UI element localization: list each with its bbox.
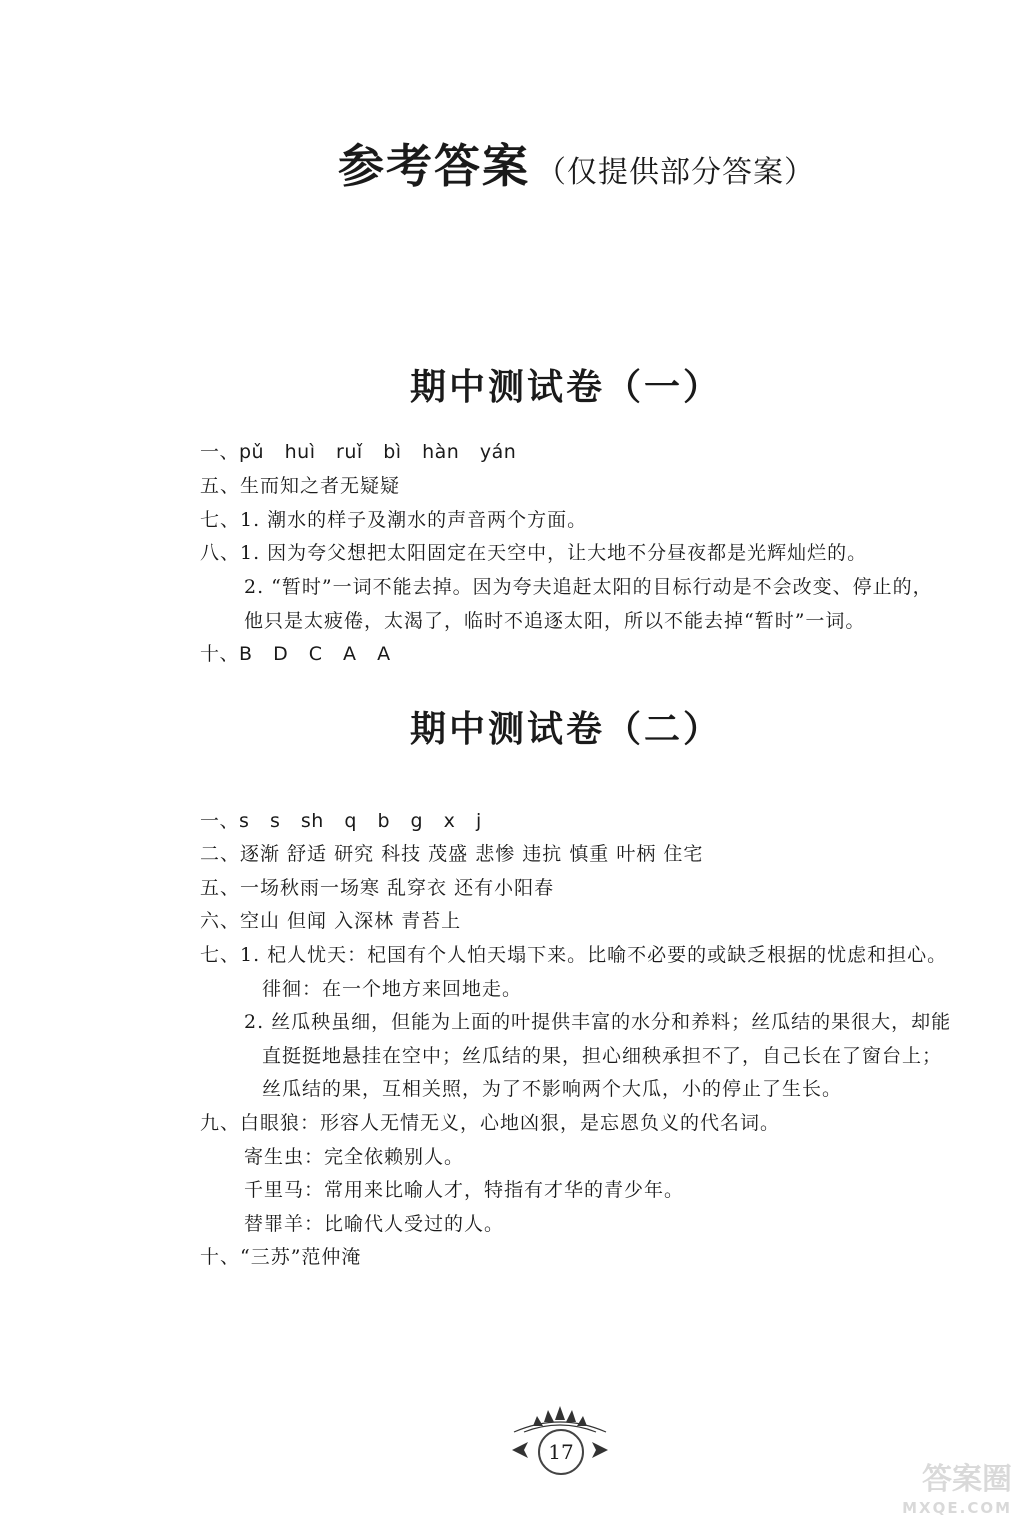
answer-line: 寄生虫：完全依赖别人。 [244, 1146, 465, 1168]
watermark-site: MXQE.COM [902, 1499, 1012, 1517]
answer-line: 二、逐渐 舒适 研究 科技 茂盛 悲惨 违抗 慎重 叶柄 住宅 [200, 843, 704, 865]
answer-line: 六、空山 但闻 入深林 青苔上 [200, 910, 462, 932]
right-ornament-icon [584, 1436, 612, 1464]
answer-line: 八、1. 因为夸父想把太阳固定在天空中，让大地不分昼夜都是光辉灿烂的。 [200, 542, 868, 564]
answer-line: 九、白眼狼：形容人无情无义，心地凶狠，是忘恩负义的代名词。 [200, 1112, 781, 1134]
watermark-brand: 答案圈 [922, 1462, 1012, 1497]
page-number: 17 [538, 1429, 584, 1475]
answer-line: 五、一场秋雨一场寒 乱穿衣 还有小阳春 [200, 877, 555, 899]
answer-line: 他只是太疲倦，太渴了，临时不追逐太阳，所以不能去掉“暂时”一词。 [244, 610, 866, 632]
answer-line: 一、pǔ huì ruǐ bì hàn yán [200, 441, 517, 463]
answer-line: 替罪羊：比喻代人受过的人。 [244, 1213, 505, 1235]
answer-line: 直挺挺地悬挂在空中；丝瓜结的果，担心细秧承担不了，自己长在了窗台上； [262, 1045, 943, 1067]
answer-line: 徘徊：在一个地方来回地走。 [262, 978, 523, 1000]
answer-line: 七、1. 潮水的样子及潮水的声音两个方面。 [200, 509, 588, 531]
left-ornament-icon [508, 1436, 536, 1464]
title-main: 参考答案 [338, 139, 530, 193]
section-title-2: 期中测试卷（二） [410, 708, 723, 750]
answer-line: 一、s s sh q b g x j [200, 810, 482, 832]
answer-line: 七、1. 杞人忧天：杞国有个人怕天塌下来。比喻不必要的或缺乏根据的忧虑和担心。 [200, 944, 948, 966]
answer-line: 十、B D C A A [200, 643, 391, 665]
watermark [872, 1462, 1012, 1524]
page-title [338, 136, 815, 203]
answer-line: 五、生而知之者无疑疑 [200, 475, 401, 497]
answer-line: 千里马：常用来比喻人才，特指有才华的青少年。 [244, 1179, 685, 1201]
answer-line: 丝瓜结的果，互相关照，为了不影响两个大瓜，小的停止了生长。 [262, 1078, 843, 1100]
answer-line: 2. 丝瓜秧虽细，但能为上面的叶提供丰富的水分和养料；丝瓜结的果很大，却能 [244, 1011, 952, 1033]
title-subtitle: （仅提供部分答案） [536, 155, 815, 190]
section-title-1: 期中测试卷（一） [410, 366, 723, 408]
answer-line: 十、“三苏”范仲淹 [200, 1246, 362, 1268]
answer-line: 2. “暂时”一词不能去掉。因为夸夫追赶太阳的目标行动是不会改变、停止的， [244, 576, 933, 598]
